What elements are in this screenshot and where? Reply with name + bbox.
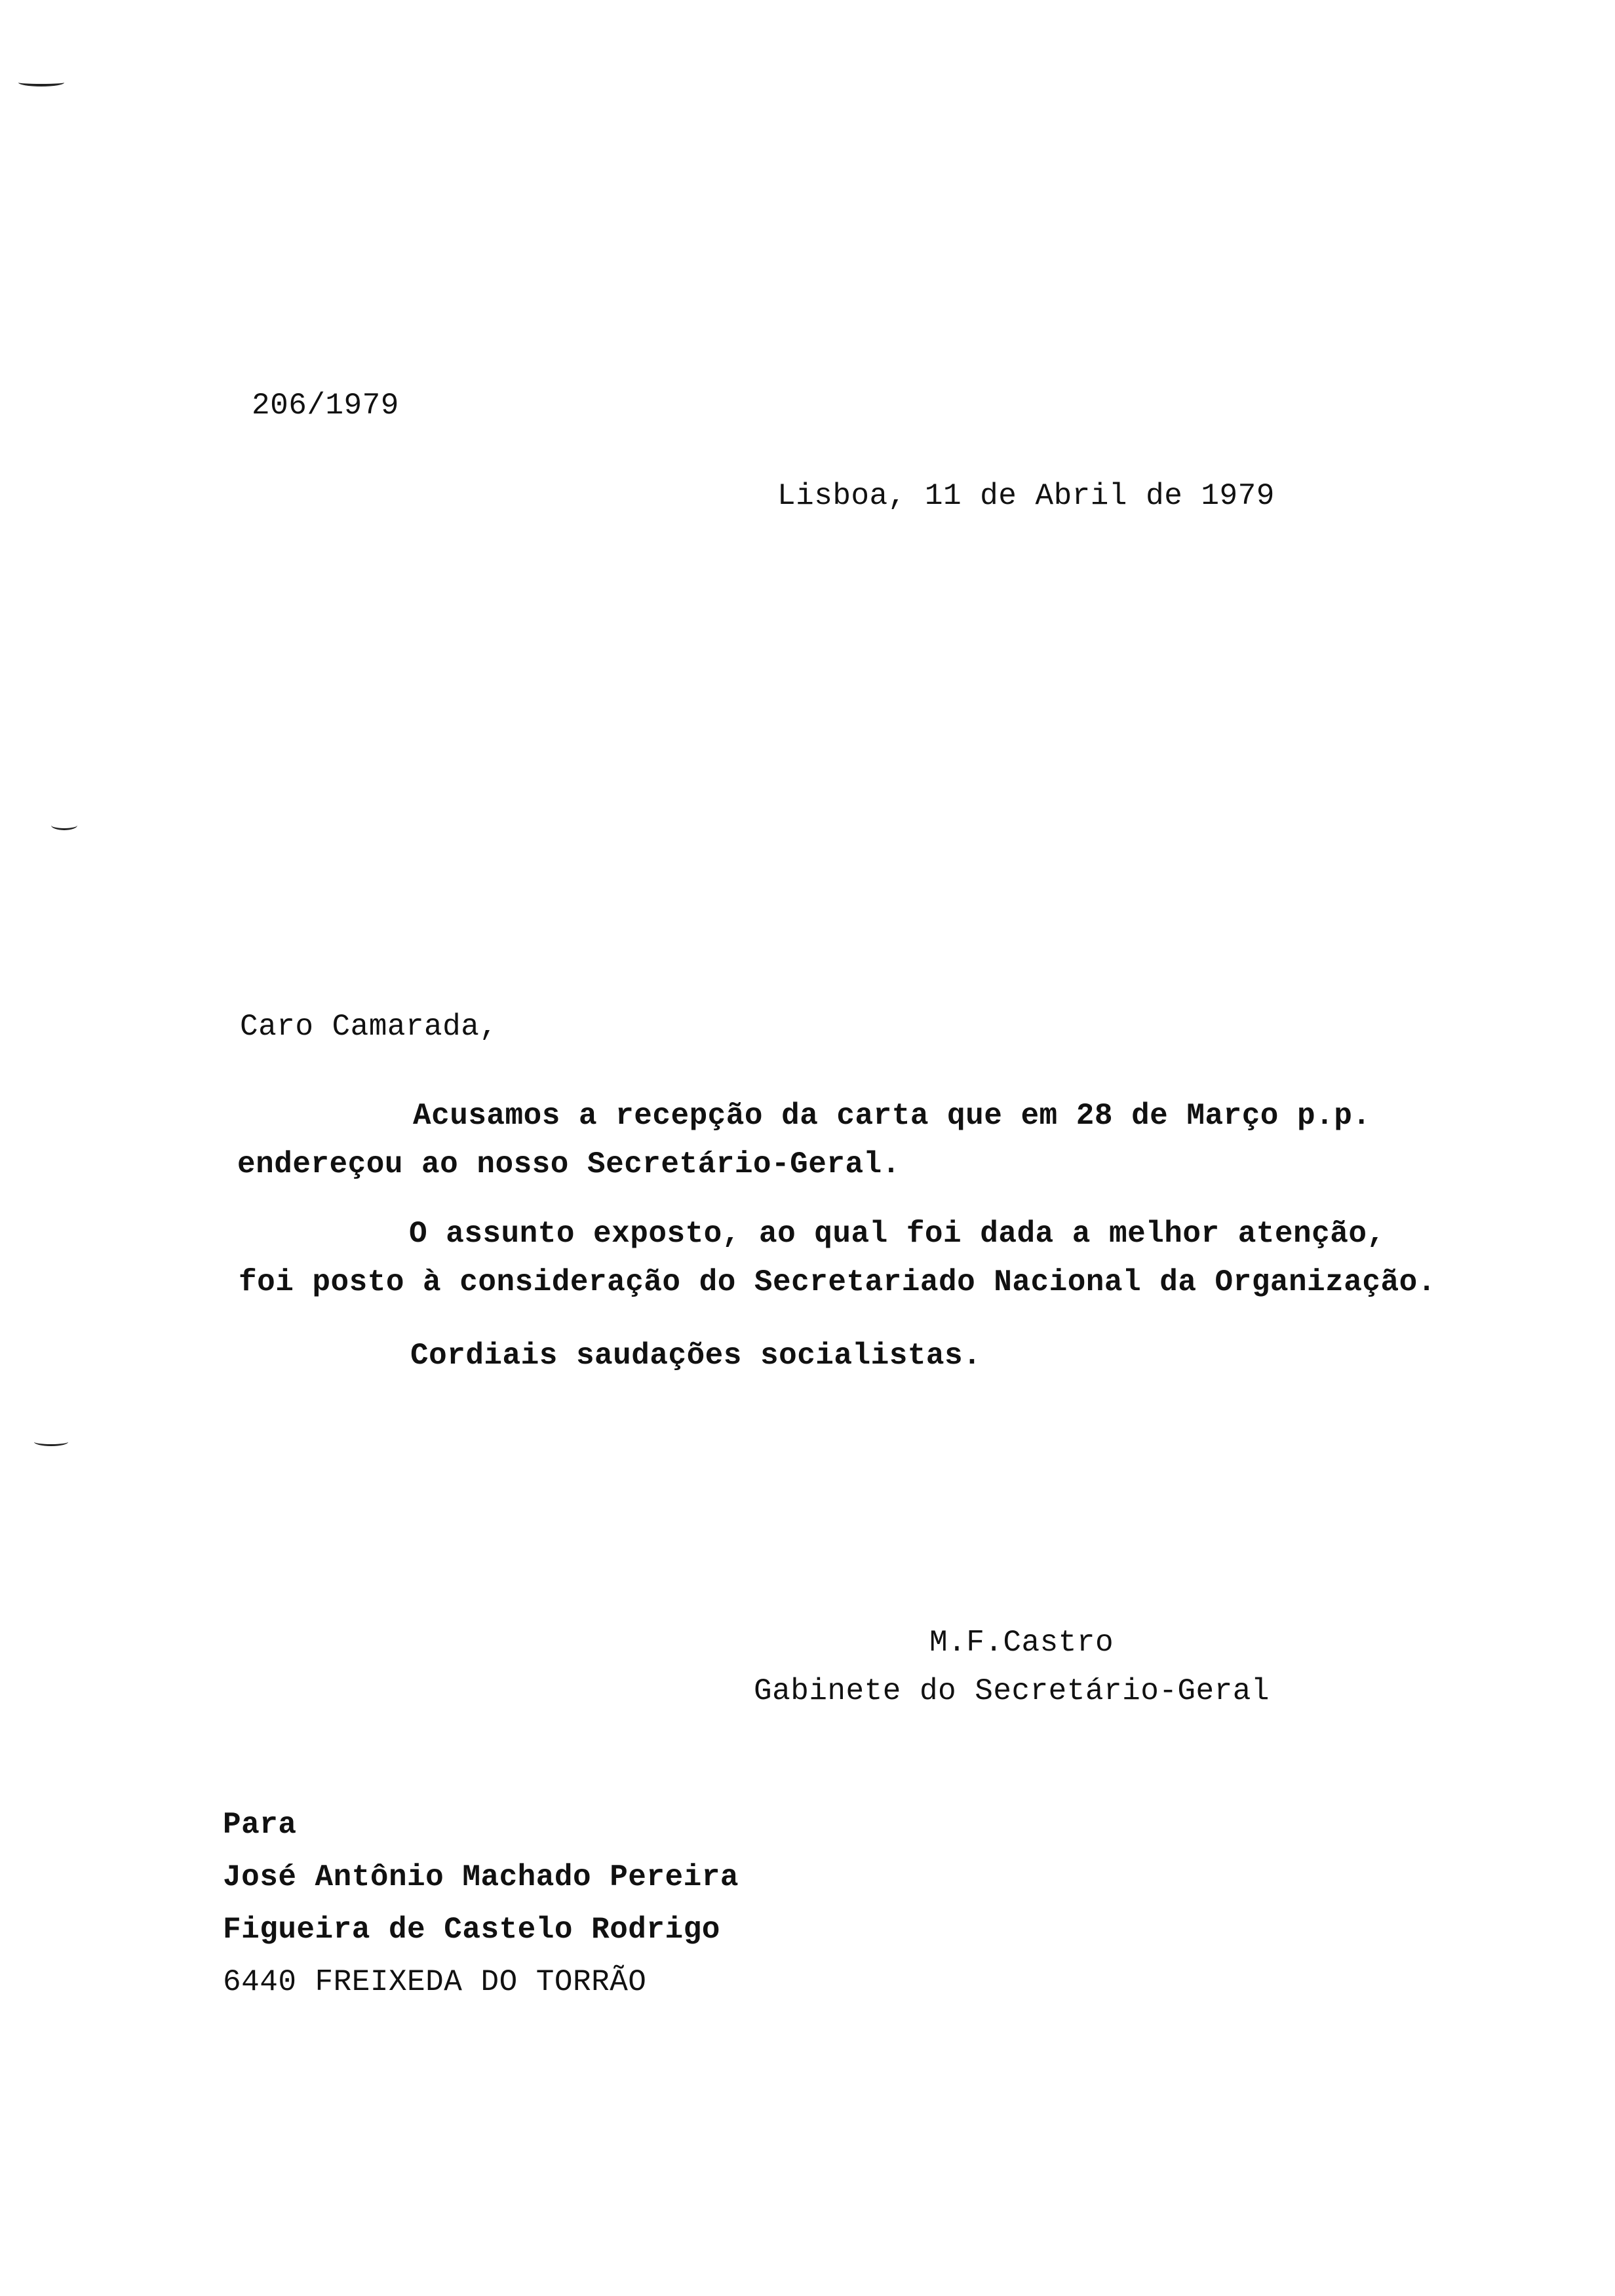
body-paragraph-2-line-1: O assunto exposto, ao qual foi dada a melhor atenção, — [409, 1217, 1386, 1251]
signature-name: M.F.Castro — [929, 1626, 1114, 1660]
reference-number: 206/1979 — [252, 389, 399, 423]
body-paragraph-2-line-2: foi posto à consideração do Secretariado Nacional da Organização. — [239, 1265, 1436, 1299]
body-paragraph-1-line-2: endereçou ao nosso Secretário-Geral. — [237, 1147, 901, 1181]
scan-artifact-mark — [34, 1438, 68, 1446]
signature-office: Gabinete do Secretário-Geral — [754, 1674, 1270, 1708]
scan-artifact-mark — [18, 79, 64, 86]
salutation: Caro Camarada, — [240, 1010, 498, 1044]
date-line: Lisboa, 11 de Abril de 1979 — [777, 479, 1275, 513]
body-paragraph-1-line-1: Acusamos a recepção da carta que em 28 de Março p.p. — [413, 1099, 1371, 1133]
scan-artifact-mark — [51, 820, 77, 830]
recipient-place: Figueira de Castelo Rodrigo — [223, 1913, 720, 1947]
recipient-name: José Antônio Machado Pereira — [223, 1860, 739, 1894]
recipient-postal-line: 6440 FREIXEDA DO TORRÃO — [223, 1965, 647, 1999]
closing-line: Cordiais saudações socialistas. — [410, 1339, 982, 1373]
recipient-label: Para — [223, 1808, 297, 1842]
